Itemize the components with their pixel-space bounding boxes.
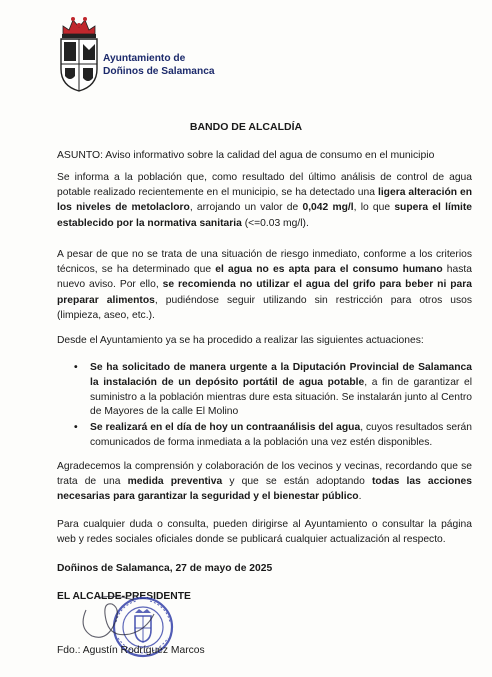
subject-line: ASUNTO: Aviso informativo sobre la calidad del agua de consumo en el municipio [57,150,435,161]
p2-bold-1: el agua no es apta para el consumo humano [215,264,443,276]
p1-text-2: , arrojando un valor de [189,202,303,214]
organization-line-1: Ayuntamiento de [103,53,186,64]
p4-bold-2: todas las acciones necesarias para garantizar la seguridad y el bienestar público [57,476,472,503]
action-1-text: , a fin de garantizar el suministro a la población mientras dure esta situación. Se instalarán junto al Centro de Mayores de la calle El Molino [90,376,472,418]
p4-text-2: y que se están adoptando [222,476,372,488]
signed-by: Fdo.: Agustín Rodríguez Marcos [57,645,205,656]
p1-text-3: , lo que [353,202,395,214]
p1-bold-3: supera el límite establecido por la normativa sanitaria [57,202,472,229]
organization-name [103,52,215,78]
p1-text-1: Se informa a la población que, como resultado del último análisis de control de agua potable realizado recientemente en el municipio, se ha detectado una [57,172,472,199]
bullet-icon: • [74,422,78,434]
paragraph-thanks [57,459,472,505]
p1-text-4: (<=0.03 mg/l). [241,217,309,229]
actions-list [57,361,472,452]
signatory-office: EL ALCALDE-PRESIDENTE [57,591,191,602]
paragraph-actions-intro: Desde el Ayuntamiento ya se ha procedido a realizar las siguientes actuaciones: [57,335,424,346]
p4-text-1: Agradecemos la comprensión y colaboración de los vecinos y vecinas, recordando que se trata de una [57,461,472,488]
action-2-text: , cuyos resultados serán comunicados de forma inmediata a la población una vez estén disponibles. [90,422,472,448]
p2-text-2: hasta nuevo aviso. Por ello, [57,264,472,291]
p4-bold-1: medida preventiva [127,476,223,488]
p2-text-3: , pudiéndose seguir utilizando sin restricción para otros usos (limpieza, aseo, etc.). [57,294,472,321]
p1-bold-2: 0,042 mg/l [302,202,354,214]
list-item [57,421,472,451]
list-item [57,361,472,420]
p2-text-1: A pesar de que no se trata de una situación de riesgo inmediato, conforme a los criterios técnicos, se ha determinado que [57,249,472,276]
organization-line-2: Doñinos de Salamanca [103,66,215,77]
p2-bold-2: se recomienda no utilizar el agua del grifo para beber ni para preparar alimentos [57,279,472,306]
action-2-bold: Se realizará en el día de hoy un contraanálisis del agua [90,422,361,434]
municipal-crest-logo [57,14,101,92]
p4-text-3: . [358,491,362,503]
bullet-icon: • [74,362,78,373]
p1-bold-1: ligera alteración en los niveles de metolacloro [57,187,472,214]
action-1-bold: Se ha solicitado de manera urgente a la Diputación Provincial de Salamanca la instalación de un depósito portátil de agua potable [90,362,472,388]
paragraph-analysis-result [57,170,472,231]
document-title: BANDO DE ALCALDÍA [189,121,303,133]
place-and-date: Doñinos de Salamanca, 27 de mayo de 2025 [57,563,273,574]
handwritten-signature [68,590,188,650]
paragraph-recommendation [57,247,472,323]
paragraph-contact: Para cualquier duda o consulta, pueden dirigirse al Ayuntamiento o consultar la página web y redes sociales oficiales donde se publicará cualquier actualización al respecto. [57,519,472,546]
